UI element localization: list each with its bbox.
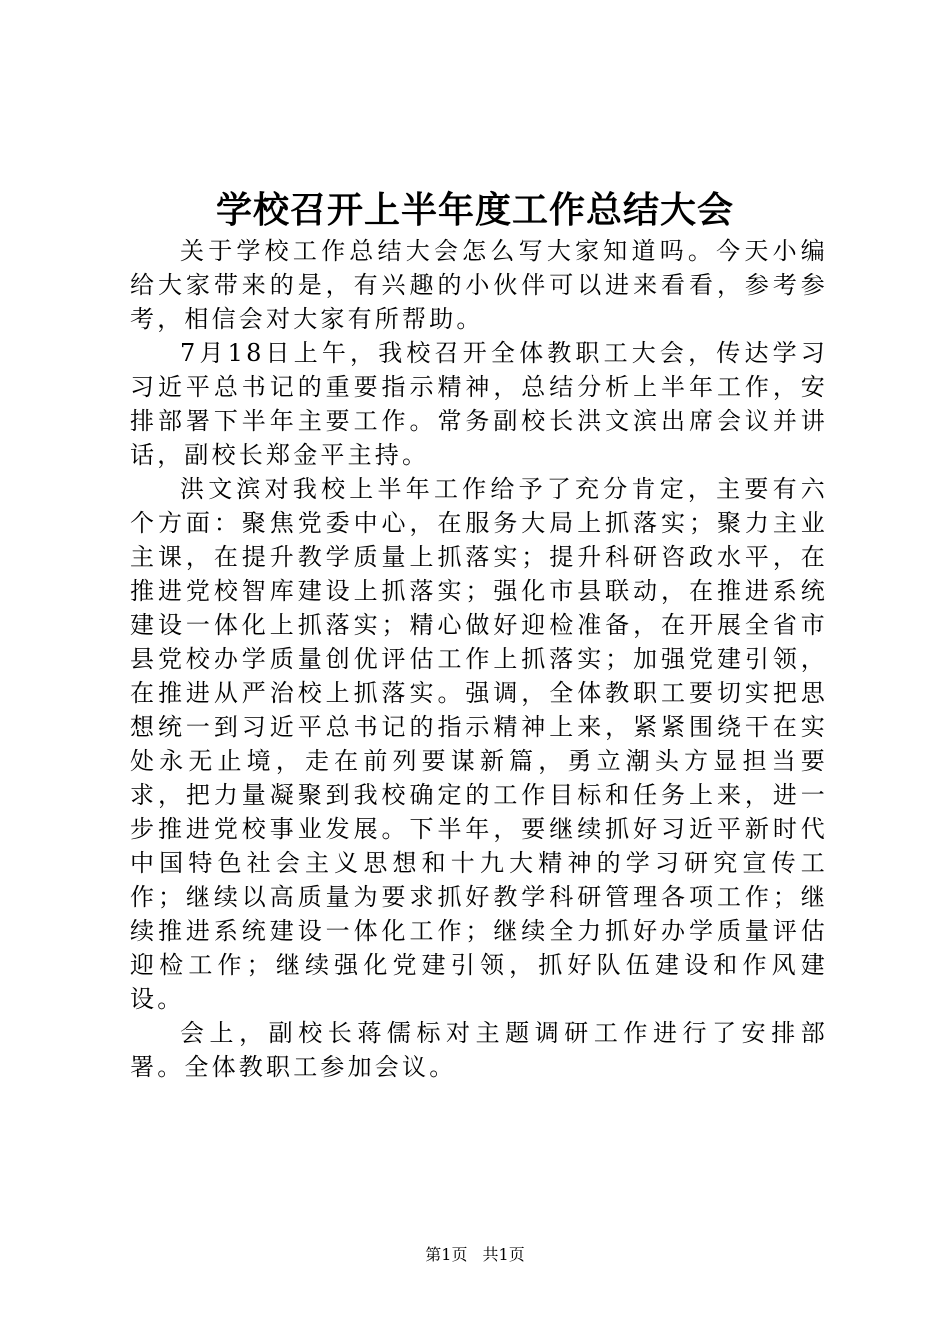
page-number: 第1页 [425, 1245, 468, 1264]
document-body [130, 234, 828, 1084]
paragraph-meeting: 7月18日上午，我校召开全体教职工大会，传达学习习近平总书记的重要指示精神，总结分析上半年工作，安排部署下半年主要工作。常务副校长洪文滨出席会议并讲话，副校长郑金平主持。 [130, 339, 828, 469]
page-footer [0, 1243, 950, 1267]
paragraph-summary: 洪文滨对我校上半年工作给予了充分肯定，主要有六个方面：聚焦党委中心，在服务大局上抓落实；聚力主业主课，在提升教学质量上抓落实；提升科研咨政水平，在推进党校智库建设上抓落实；强化市县联动，在推进系统建设一体化上抓落实；精心做好迎检准备，在开展全省市县党校办学质量创优评估工作上抓落实；加强党建引领，在推进从严治校上抓落实。强调，全体教职工要切实把思想统一到习近平总书记的指示精神上来，紧紧围绕干在实处永无止境，走在前列要谋新篇，勇立潮头方显担当要求，把力量凝聚到我校确定的工作目标和任务上来，进一步推进党校事业发展。下半年，要继续抓好习近平新时代中国特色社会主义思想和十九大精神的学习研究宣传工作；继续以高质量为要求抓好教学科研管理各项工作；继续推进系统建设一体化工作；继续全力抓好办学质量评估迎检工作；继续强化党建引领，抓好队伍建设和作风建设。 [130, 475, 828, 1013]
page-total: 共1页 [482, 1245, 525, 1264]
document-title: 学校召开上半年度工作总结大会 [215, 189, 734, 231]
paragraph-closing: 会上，副校长蒋儒标对主题调研工作进行了安排部署。全体教职工参加会议。 [130, 1019, 828, 1081]
paragraph-intro: 关于学校工作总结大会怎么写大家知道吗。今天小编给大家带来的是，有兴趣的小伙伴可以进来看看，参考参考，相信会对大家有所帮助。 [130, 237, 828, 333]
